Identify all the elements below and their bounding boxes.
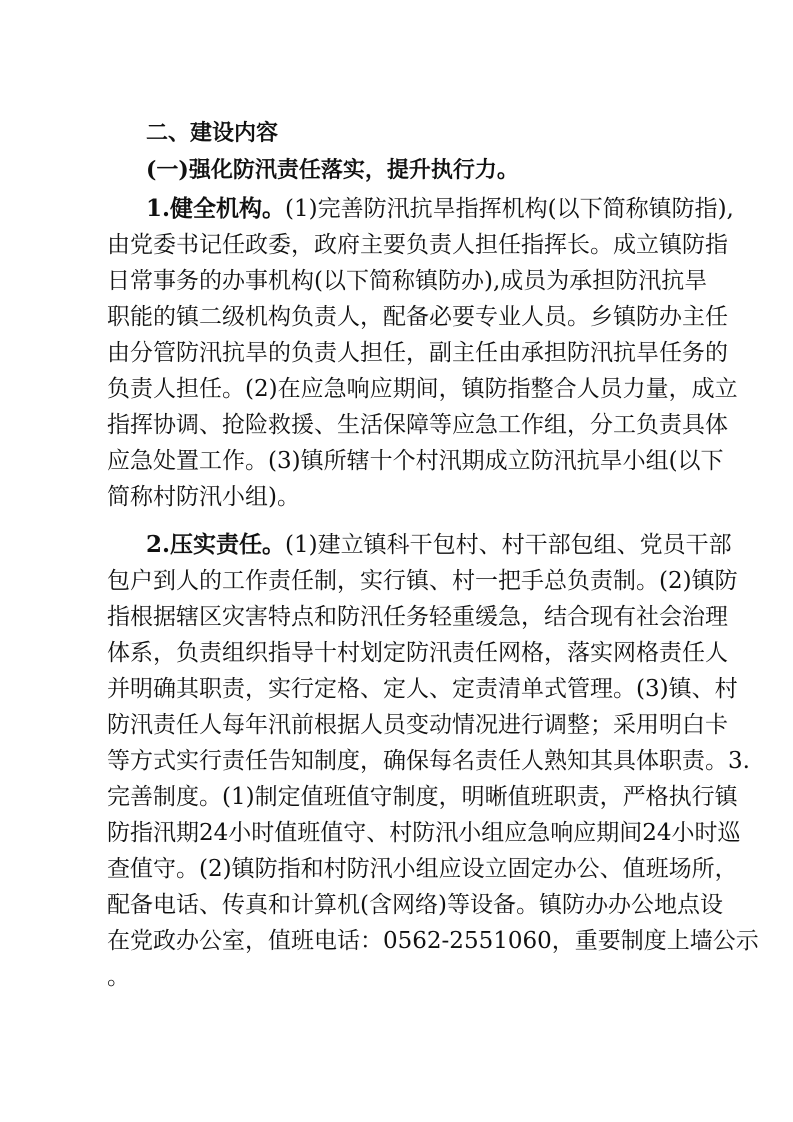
paragraph-1-line: (1)完善防汛抗旱指挥机构(以下简称镇防指), <box>285 196 734 222</box>
paragraph-2-line: 查值守。(2)镇防指和村防汛小组应设立固定办公、值班场所， <box>107 856 738 882</box>
paragraph-1-line: 职能的镇二级机构负责人，配备必要专业人员。乡镇防办主任 <box>107 304 728 330</box>
paragraph-2-line: 防汛责任人每年汛前根据人员变动情况进行调整；采用明白卡 <box>107 712 728 738</box>
paragraph-1-first-line <box>146 191 734 227</box>
paragraph-2-line: (1)建立镇科干包村、村干部包组、党员干部 <box>285 532 732 558</box>
paragraph-1-line: 负责人担任。(2)在应急响应期间，镇防指整合人员力量，成立 <box>107 376 738 402</box>
paragraph-2-line: 并明确其职责，实行定格、定人、定责清单式管理。(3)镇、村 <box>107 676 738 702</box>
paragraph-1-line: 由分管防汛抗旱的负责人担任，副主任由承担防汛抗旱任务的 <box>107 340 728 366</box>
paragraph-1-line: 由党委书记任政委，政府主要负责人担任指挥长。成立镇防指 <box>107 232 728 258</box>
paragraph-1-line: 日常事务的办事机构(以下简称镇防办),成员为承担防汛抗旱 <box>107 268 708 294</box>
section-heading: 二、建设内容 <box>146 121 279 146</box>
paragraph-2-line: 完善制度。(1)制定值班值守制度，明晰值班职责，严格执行镇 <box>107 784 738 810</box>
paragraph-1-line: 应急处置工作。(3)镇所辖十个村汛期成立防汛抗旱小组(以下 <box>107 448 724 474</box>
paragraph-2-label: 2.压实责任。 <box>146 531 286 558</box>
paragraph-1-line: 指挥协调、抢险救援、生活保障等应急工作组，分工负责具体 <box>107 412 728 438</box>
paragraph-2-line: 体系，负责组织指导十村划定防汛责任网格，落实网格责任人 <box>107 640 728 666</box>
paragraph-2-line: 防指汛期24小时值班值守、村防汛小组应急响应期间24小时巡 <box>107 820 741 846</box>
paragraph-1-line: 简称村防汛小组)。 <box>107 484 300 510</box>
paragraph-2-line: 在党政办公室，值班电话：0562-2551060，重要制度上墙公示 <box>107 928 759 954</box>
paragraph-2-line: 包户到人的工作责任制，实行镇、村一把手总负责制。(2)镇防 <box>107 568 738 594</box>
paragraph-1-label: 1.健全机构。 <box>146 195 286 222</box>
paragraph-2-line: 等方式实行责任告知制度，确保每名责任人熟知其具体职责。3. <box>107 748 750 774</box>
subsection-heading: (一)强化防汛责任落实，提升执行力。 <box>146 157 519 183</box>
paragraph-2-line: 。 <box>107 964 130 990</box>
paragraph-2-first-line <box>146 527 732 563</box>
paragraph-2-line: 配备电话、传真和计算机(含网络)等设备。镇防办办公地点设 <box>107 892 723 918</box>
paragraph-2-line: 指根据辖区灾害特点和防汛任务轻重缓急，结合现有社会治理 <box>107 604 728 630</box>
